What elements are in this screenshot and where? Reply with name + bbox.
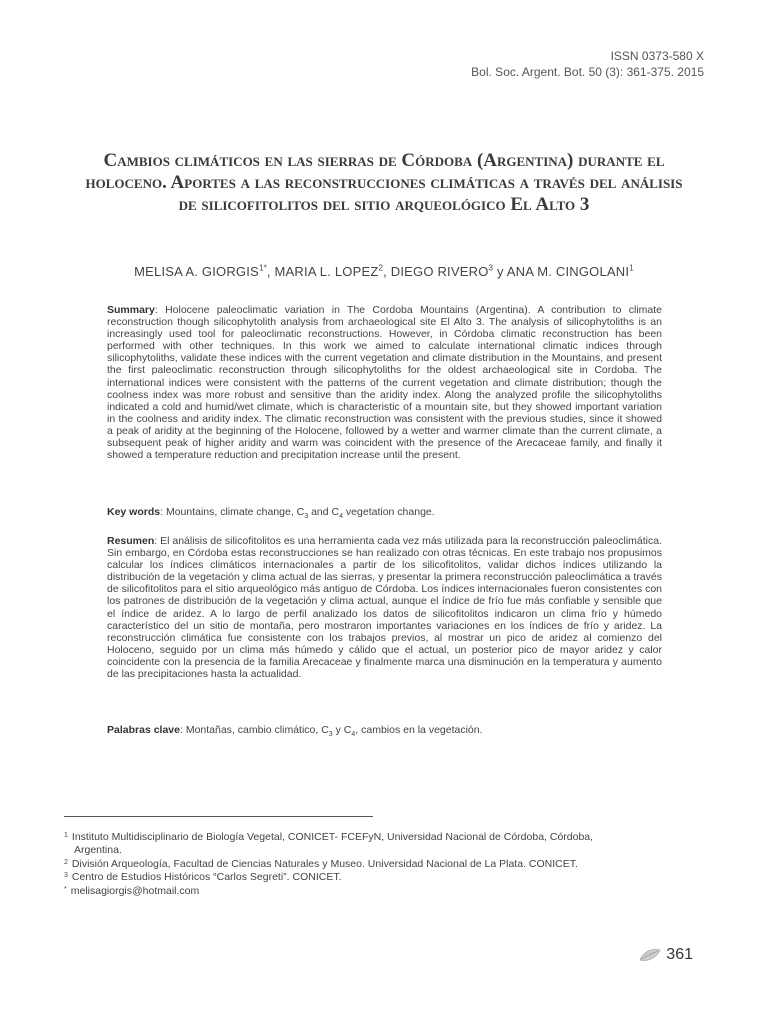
summary-abstract [107, 304, 662, 461]
footnote-affiliation-1: $^1$ Instituto Multidisciplinario de Biología Vegetal, CONICET- FCEFyN, Universidad Nacional de Córdoba, Córdoba, Argentina. [64, 831, 594, 856]
author: MARIA L. LOPEZ$^2$, [274, 264, 391, 280]
issn: ISSN 0373-580 X [610, 49, 704, 63]
page-footer [638, 946, 693, 964]
author: MELISA A. $GIORGIS^{1*}$, [134, 264, 275, 280]
page-number: 361 [666, 946, 693, 963]
footnote-divider [64, 816, 373, 817]
keywords: Key words: Mountains, climate change, $C_3$ and $C_4$ vegetation change. [107, 506, 435, 521]
journal-reference [471, 48, 704, 80]
footnotes [64, 831, 704, 899]
resumen-text: : El análisis de silicofitolitos es una herramienta cada vez más utilizada para la reconstrucción paleoclimática. Sin embargo, en Córdoba estas reconstrucciones se han realizado con otras técnicas. En este trabajo nos propusimos calcular los índices climáticos internacionales a partir de los silicofitolitos, validar dichos índices utilizando la distribución de la vegetación y clima actual de las sierras, y presentar la primera reconstrucción paleoclimática a través de silicofitolitos para el sitio arqueológico más antiguo de Córdoba. Los índices internacionales fueron consistentes con los patrones de distribución de la vegetación y clima actual, aunque el índice de frío fue más confiable y sensible que el índice de aridez. A lo largo de perfil analizado los datos de silicofitolitos indicaron un clima frío y húmedo característico del un sitio de montaña, pero mostraron importantes variaciones en los índices de frío y aridez. La reconstrucción climática fue consistente con los trabajos previos, al mostrar un pico de aridez al comienzo del Holoceno, seguido por un clima más húmedo y cálido que el actual, un posterior pico de mayor aridez y calor coincidente con la presencia de la familia Arecaceae y finalmente marca una disminución en la temperatura y aumento de las precipitaciones hasta la actualidad. [107, 535, 663, 681]
paper-title: Cambios climáticos en las sierras de Córdoba (Argentina) durante el holoceno. Aportes a las reconstrucciones climáticas a través del análisis de silicofitolitos del sitio arqueológico El Alto 3 [85, 150, 683, 215]
palabras-clave: Palabras clave: Montañas, cambio climático, $C_3$ y $C_4$, cambios en la vegetación. [107, 724, 483, 739]
leaf-icon [638, 947, 662, 963]
resumen-label: Resumen [107, 535, 155, 547]
resumen-abstract [107, 535, 662, 680]
footnote-affiliation-3: $^3$ Centro de Estudios Históricos “Carlos Segreti”. CONICET. [64, 871, 342, 884]
author: ANA M. CINGOLANI$^1$ [506, 264, 634, 280]
keywords-label: Key words [107, 506, 161, 518]
palabras-label: Palabras clave [107, 724, 180, 736]
footnote-affiliation-2: $^2$ División Arqueología, Facultad de Ciencias Naturales y Museo. Universidad Nacional de La Plata. CONICET. [64, 857, 578, 870]
citation: Bol. Soc. Argent. Bot. 50 (3): 361-375. 2015 [471, 65, 704, 79]
summary-label: Summary [107, 304, 155, 316]
footnote-email: * melisagiorgis@hotmail.com [64, 885, 200, 898]
author: DIEGO RIVERO$^3$ y [390, 264, 507, 280]
summary-text: : Holocene paleoclimatic variation in The Cordoba Mountains (Argentina). A contribution to climate reconstruction though silicophytolith analysis from archaeological site El Alto 3. The analysis of silicophytoliths is an increasingly used tool for paleoclimatic reconstructions. However, in Córdoba climatic reconstruction has been performed with other techniques. In this work we aimed to calculate international climatic indices through silicophytoliths, validate these indices with the current vegetation and climate distribution in the Mountains, and present the first paleoclimatic reconstruction through silicophytoliths for the oldest archaeological site in Cordoba. The international indices were consistent with the patterns of the current vegetation and climate distribution; though the coolness index was more robust and sensitive than the aridity index. Along the analyzed profile the silicophytoliths indicated a cold and humid/wet climate, which is characteristic of a mountain site, but they showed important variation in the coolness and aridity index. The climatic reconstruction was consistent with the previous studies, since it showed a peak of aridity at the beginning of the Holocene, followed by a wetter and warmer climate than the current climate, a subsequent peak of higher aridity and warm was coincident with the presence of the Arecaceae family, and finally it showed a temperature reduction and precipitation increase until the present. [107, 304, 662, 462]
author-list [64, 260, 704, 281]
